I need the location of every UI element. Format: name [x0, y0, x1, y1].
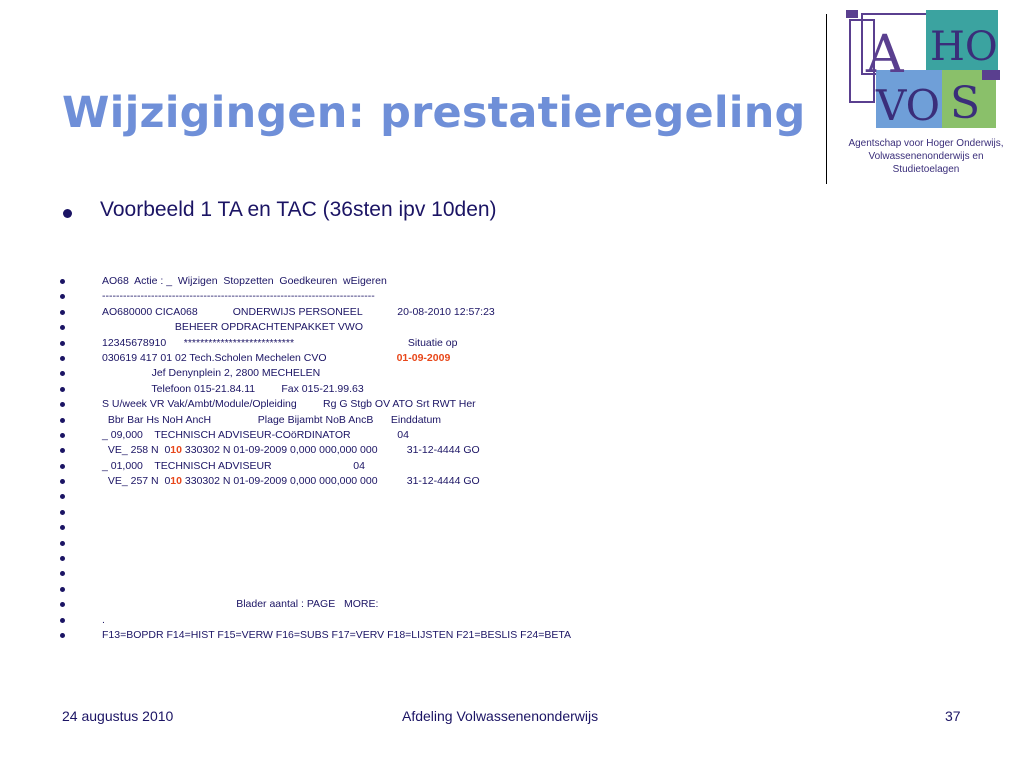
bullet-dot-icon	[60, 279, 65, 284]
bullet-line	[60, 566, 820, 581]
bullet-dot-icon	[60, 510, 65, 515]
bullet-line	[60, 336, 820, 351]
line-segment: VE_ 258 N 0	[102, 444, 171, 457]
bullet-line-text	[102, 366, 320, 381]
bullet-dot-icon	[60, 325, 65, 330]
bullet-line	[60, 613, 820, 628]
bullet-dot-icon	[60, 464, 65, 469]
logo-caption-line-1: Agentschap voor Hoger Onderwijs,	[848, 138, 1004, 149]
line-segment: .	[102, 613, 105, 626]
bullet-line	[60, 474, 820, 489]
bullet-line	[60, 274, 820, 289]
bullet-dot-icon	[60, 310, 65, 315]
line-segment: VE_ 257 N 0	[102, 475, 171, 488]
highlighted-value: 10	[170, 475, 182, 488]
svg-text:VO: VO	[876, 81, 941, 130]
line-segment: 330302 N 01-09-2009 0,000 000,000 000 31-12-4444 GO	[181, 475, 480, 488]
bullet-line-text	[102, 628, 571, 643]
bullet-dot-icon	[60, 618, 65, 623]
bullet-dot-icon	[60, 602, 65, 607]
line-segment: _ 09,000 TECHNISCH ADVISEUR-COöRDINATOR 04	[102, 428, 409, 441]
line-segment: 330302 N 01-09-2009 0,000 000,000 000 31-12-4444 GO	[181, 444, 480, 457]
line-segment: Jef Denynplein 2, 2800 MECHELEN	[102, 367, 321, 380]
bullet-line	[60, 397, 820, 412]
bullet-dot-icon	[60, 356, 65, 361]
bullet-line	[60, 520, 820, 535]
footer-department: Afdeling Volwassenenonderwijs	[402, 708, 599, 724]
bullet-line	[60, 443, 820, 458]
bullet-dot-icon	[63, 209, 72, 218]
line-segment: _ 01,000 TECHNISCH ADVISEUR 04	[102, 459, 365, 472]
bullet-dot-icon	[60, 633, 65, 638]
bullet-line	[60, 366, 820, 381]
line-segment: ------------------------------------------------------------------------------	[102, 290, 375, 303]
line-segment: F13=BOPDR F14=HIST F15=VERW F16=SUBS F17=VERV F18=LIJSTEN F21=BESLIS F24=BETA	[102, 628, 572, 641]
line-segment: Telefoon 015-21.84.11 Fax 015-21.99.63	[102, 382, 364, 395]
bullet-line	[60, 382, 820, 397]
bullet-line-text	[102, 459, 365, 474]
line-segment: Blader aantal : PAGE MORE:	[102, 598, 379, 611]
bullet-line-text	[102, 597, 378, 612]
bullet-line-text	[102, 274, 387, 289]
bullet-line-text	[102, 382, 364, 397]
bullet-line-text	[102, 443, 480, 458]
bullet-dot-icon	[60, 556, 65, 561]
bullet-line	[60, 597, 820, 612]
bullet-dot-icon	[60, 433, 65, 438]
line-segment: Bbr Bar Hs NoH AncH Plage Bijambt NoB AncB Einddatum	[102, 413, 442, 426]
logo-caption-line-2: Volwassenenonderwijs en Studietoelagen	[868, 151, 984, 175]
bullet-dot-icon	[60, 525, 65, 530]
bullet-line-text	[102, 305, 495, 320]
bullet-dot-icon	[60, 341, 65, 346]
bullet-line-text	[102, 413, 441, 428]
bullet-dot-icon	[60, 402, 65, 407]
bullet-line-text	[102, 336, 457, 351]
bullet-line-text	[102, 397, 476, 412]
line-segment: S U/week VR Vak/Ambt/Module/Opleiding Rg G Stgb OV ATO Srt RWT Her	[102, 398, 476, 411]
bullet-line	[60, 289, 820, 304]
bullet-dot-icon	[60, 494, 65, 499]
bullet-line	[60, 582, 820, 597]
bullet-dot-icon	[60, 387, 65, 392]
bullet-dot-icon	[60, 294, 65, 299]
bullet-dot-icon	[60, 587, 65, 592]
bullet-line-text	[102, 289, 375, 304]
logo-caption	[838, 137, 1014, 176]
bullet-dot-icon	[60, 418, 65, 423]
bullet-line	[60, 628, 820, 643]
bullet-line	[60, 320, 820, 335]
bullet-dot-icon	[60, 541, 65, 546]
line-segment: 12345678910 *************************** Situatie op	[102, 336, 458, 349]
terminal-screen-lines	[60, 274, 820, 643]
highlighted-value: 01-09-2009	[396, 351, 451, 364]
line-segment: BEHEER OPDRACHTENPAKKET VWO	[102, 321, 363, 334]
bullet-line-text	[102, 320, 363, 335]
divider-line	[826, 14, 827, 184]
highlighted-value: 10	[170, 444, 182, 457]
bullet-line-text	[102, 428, 409, 443]
svg-text:A: A	[866, 25, 904, 85]
bullet-line	[60, 428, 820, 443]
ahovos-logo	[846, 10, 1006, 138]
bullet-line	[60, 489, 820, 504]
bullet-line	[60, 551, 820, 566]
footer-page-number: 37	[945, 708, 961, 724]
footer-date: 24 augustus 2010	[62, 708, 174, 724]
line-segment: AO680000 CICA068 ONDERWIJS PERSONEEL 20-08-2010 12:57:23	[102, 305, 495, 318]
bullet-line	[60, 305, 820, 320]
svg-text:S: S	[950, 78, 981, 129]
bullet-line-text	[102, 613, 105, 628]
main-bullet-text: Voorbeeld 1 TA en TAC (36sten ipv 10den)	[100, 198, 497, 221]
bullet-dot-icon	[60, 448, 65, 453]
bullet-dot-icon	[60, 571, 65, 576]
bullet-line-text	[102, 351, 450, 366]
bullet-dot-icon	[60, 479, 65, 484]
bullet-line	[60, 351, 820, 366]
bullet-line	[60, 505, 820, 520]
slide-title: Wijzigingen: prestatieregeling	[62, 88, 806, 138]
bullet-line	[60, 413, 820, 428]
bullet-dot-icon	[60, 371, 65, 376]
bullet-line-text	[102, 474, 480, 489]
svg-text:HO: HO	[930, 24, 998, 70]
line-segment: AO68 Actie : _ Wijzigen Stopzetten Goedkeuren wEigeren	[102, 275, 387, 287]
line-segment: 030619 417 01 02 Tech.Scholen Mechelen CVO	[102, 351, 397, 364]
bullet-line	[60, 536, 820, 551]
bullet-line	[60, 459, 820, 474]
